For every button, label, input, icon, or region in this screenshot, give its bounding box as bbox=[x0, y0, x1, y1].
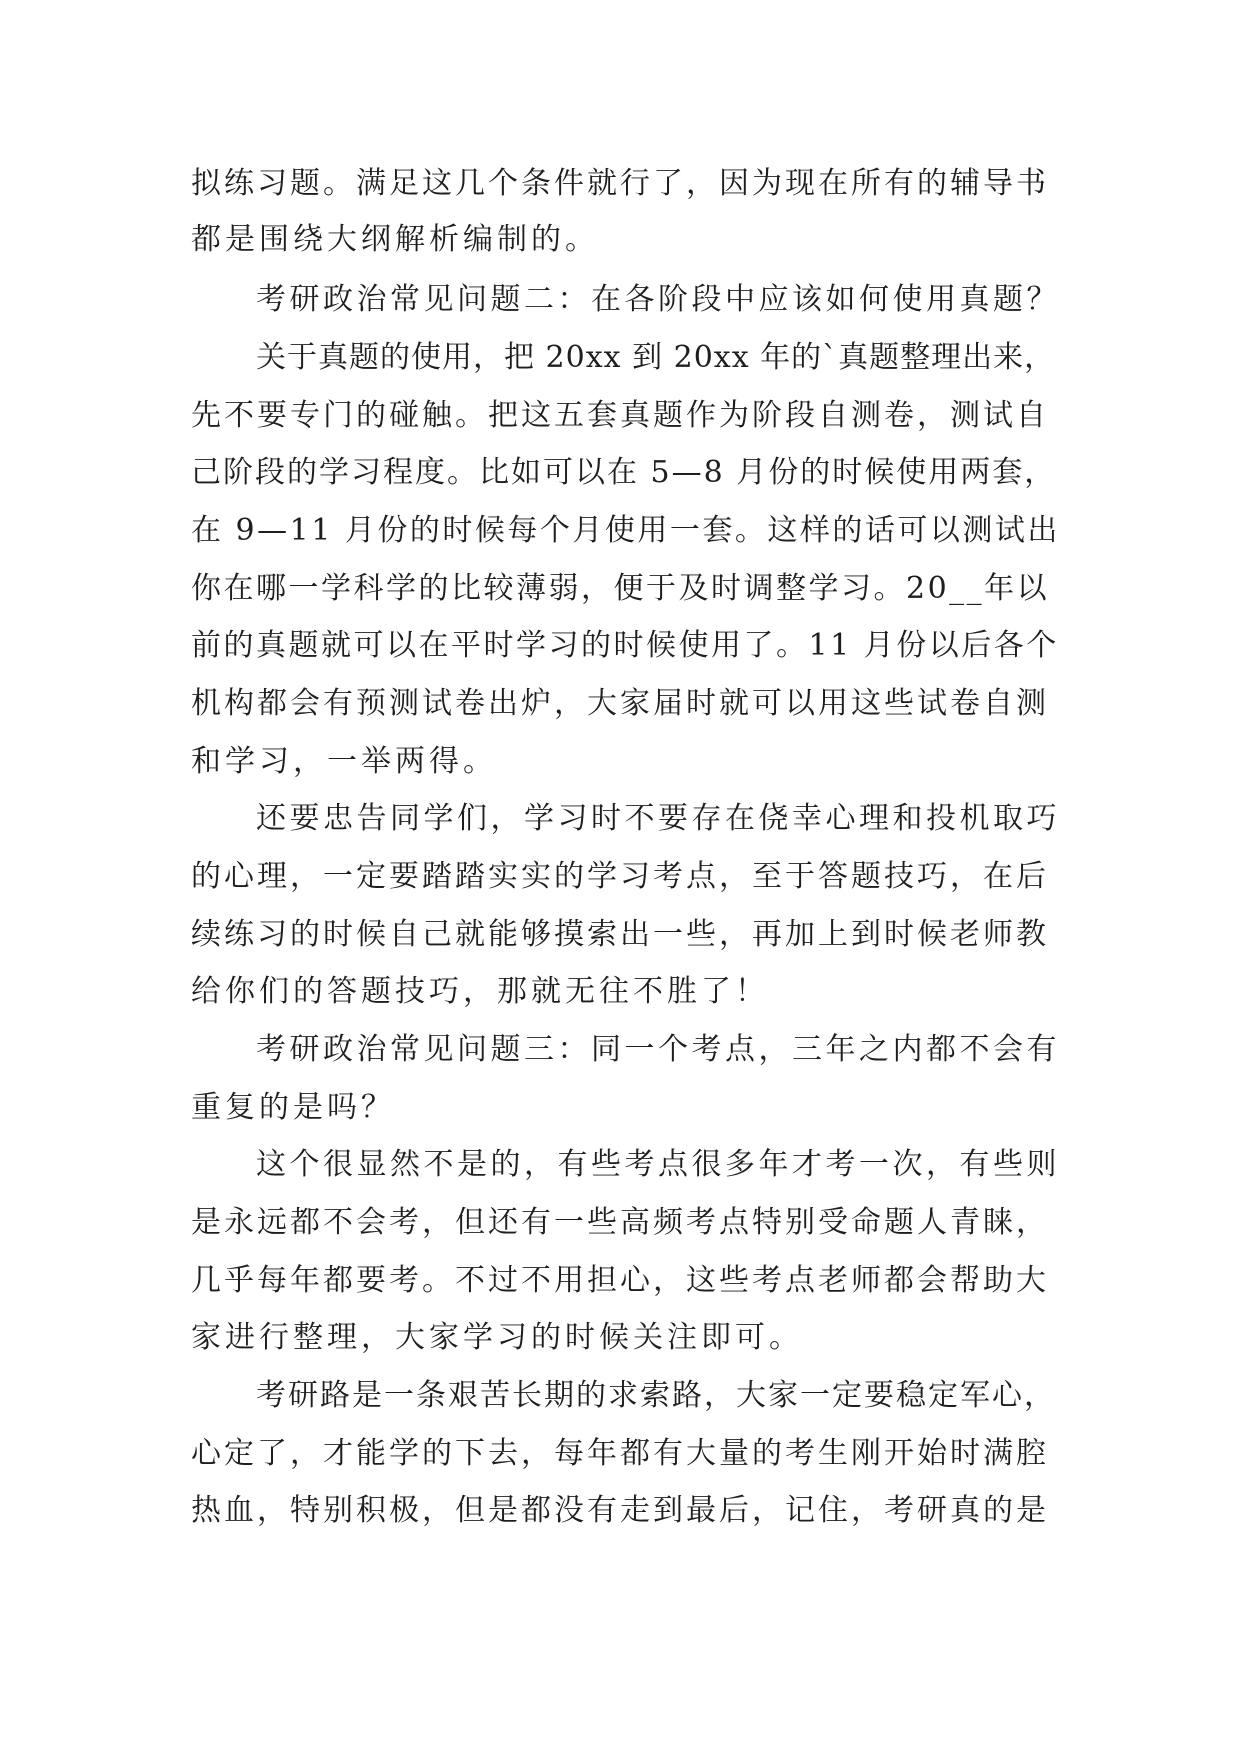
text-line: 是永远都不会考，但还有一些高频考点特别受命题人青睐， bbox=[191, 1205, 1049, 1240]
text-line: 你在哪一学科学的比较薄弱，便于及时调整学习。20__年以 bbox=[191, 571, 1050, 606]
text-line: 家进行整理，大家学习的时候关注即可。 bbox=[191, 1320, 803, 1355]
text-line: 的心理，一定要踏踏实实的学习考点，至于答题技巧，在后 bbox=[191, 859, 1049, 894]
question-heading: 考研政治常见问题三：同一个考点，三年之内都不会有 bbox=[256, 1032, 1060, 1067]
text-line: 机构都会有预测试卷出炉，大家届时就可以用这些试卷自测 bbox=[191, 686, 1049, 721]
text-line: 在 9—11 月份的时候每个月使用一套。这样的话可以测试出 bbox=[191, 513, 1060, 548]
text-line: 拟练习题。满足这几个条件就行了，因为现在所有的辅导书 bbox=[191, 166, 1049, 201]
question-heading: 考研政治常见问题二：在各阶段中应该如何使用真题？ bbox=[256, 282, 1060, 317]
text-line: 都是围绕大纲解析编制的。 bbox=[191, 222, 599, 257]
text-line: 热血，特别积极，但是都没有走到最后，记住，考研真的是 bbox=[191, 1493, 1049, 1528]
text-line: 这个很显然不是的，有些考点很多年才考一次，有些则 bbox=[256, 1147, 1060, 1182]
text-line: 前的真题就可以在平时学习的时候使用了。11 月份以后各个 bbox=[191, 628, 1059, 663]
text-line: 考研路是一条艰苦长期的求索路，大家一定要稳定军心， bbox=[256, 1378, 1056, 1413]
text-line: 续练习的时候自己就能够摸索出一些，再加上到时候老师教 bbox=[191, 917, 1049, 952]
text-line: 还要忠告同学们，学习时不要存在侥幸心理和投机取巧 bbox=[256, 801, 1060, 836]
text-line: 己阶段的学习程度。比如可以在 5—8 月份的时候使用两套， bbox=[191, 455, 1057, 490]
text-line: 心定了，才能学的下去，每年都有大量的考生刚开始时满腔 bbox=[191, 1436, 1049, 1471]
text-line: 给你们的答题技巧，那就无往不胜了！ bbox=[191, 974, 769, 1009]
text-line: 和学习，一举两得。 bbox=[191, 744, 497, 779]
text-line: 先不要专门的碰触。把这五套真题作为阶段自测卷，测试自 bbox=[191, 398, 1049, 433]
text-line: 关于真题的使用，把 20xx 到 20xx 年的`真题整理出来， bbox=[256, 340, 1056, 375]
text-line: 几乎每年都要考。不过不用担心，这些考点老师都会帮助大 bbox=[191, 1263, 1049, 1298]
text-line: 重复的是吗？ bbox=[191, 1090, 395, 1125]
